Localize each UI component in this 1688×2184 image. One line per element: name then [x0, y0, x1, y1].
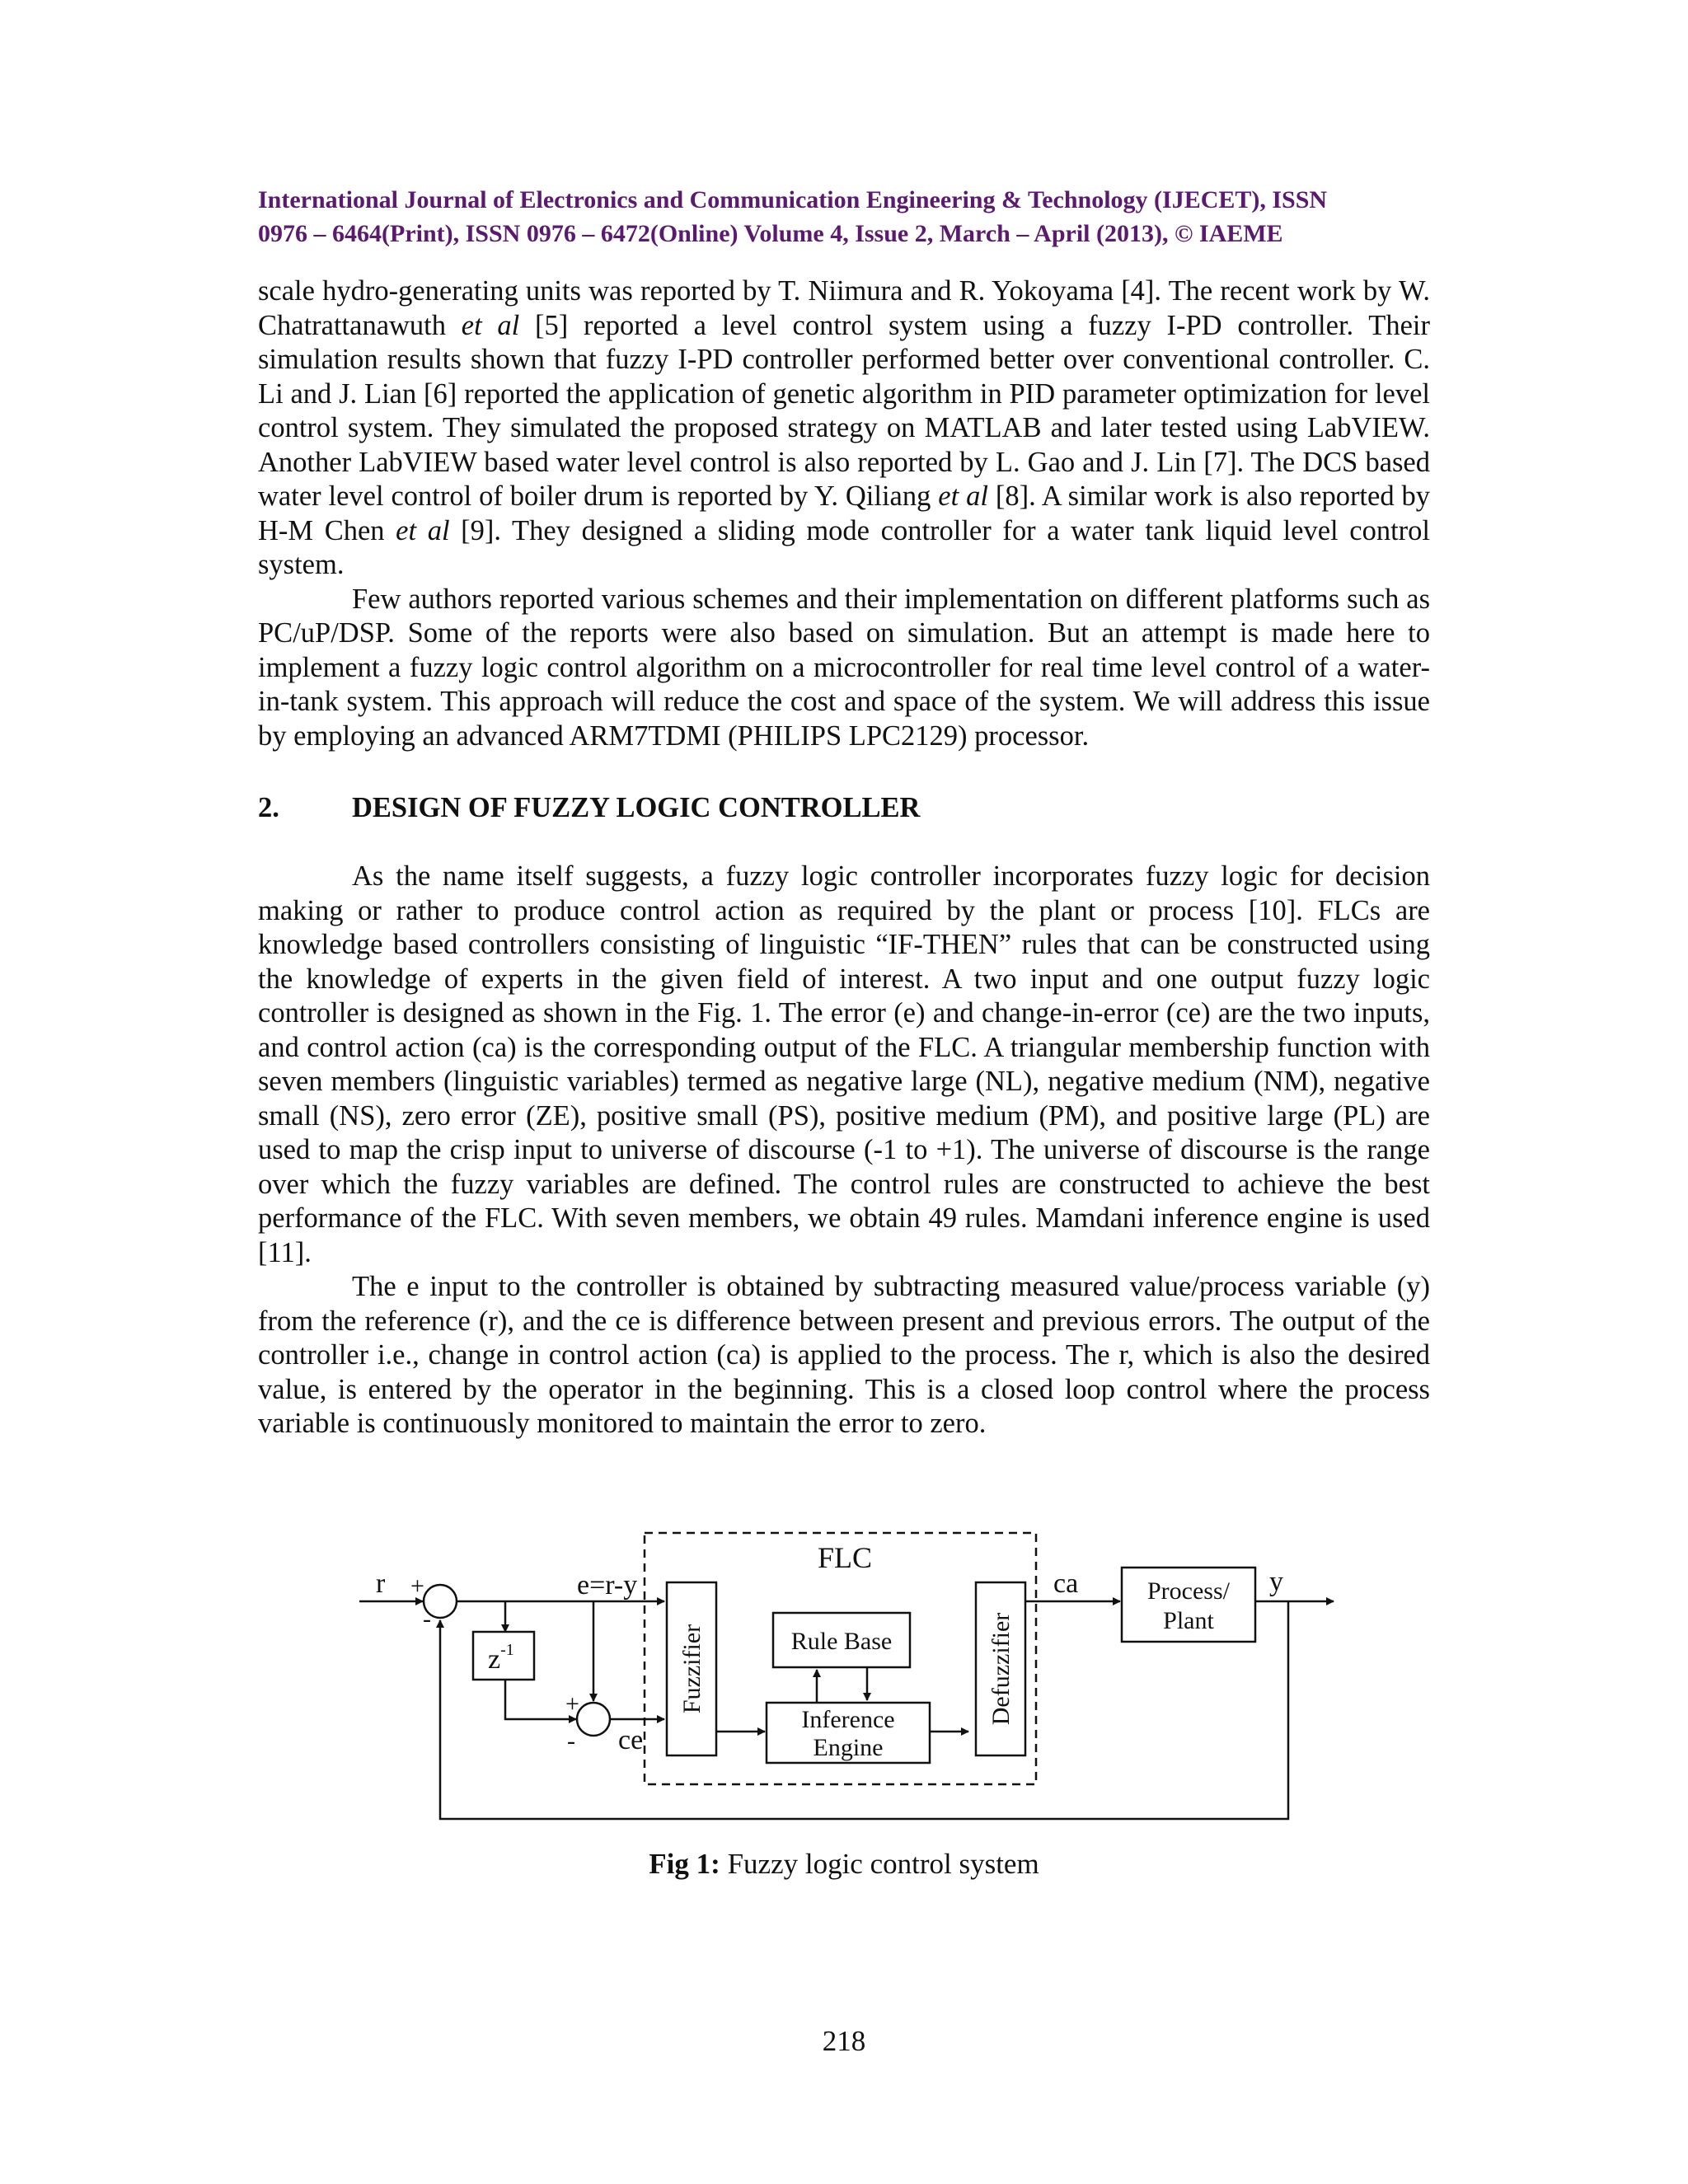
p1-italic-1: et al [461, 309, 520, 341]
block-diagram [346, 1516, 1343, 1830]
fuzzifier-label: Fuzzifier [678, 1624, 706, 1714]
section-number: 2. [258, 792, 279, 823]
section-heading [258, 791, 920, 825]
process-label-2: Plant [1163, 1607, 1214, 1634]
plus-sign-2: + [565, 1690, 579, 1718]
p1-italic-3: et al [396, 514, 450, 546]
ce-label: ce [618, 1725, 644, 1755]
error-label: e=r-y [577, 1570, 638, 1601]
header-line-1: International Journal of Electronics and Communication Engineering & Technology (IJECET), ISSN [258, 186, 1328, 213]
minus-sign-1: - [423, 1605, 431, 1633]
section-title: DESIGN OF FUZZY LOGIC CONTROLLER [352, 792, 921, 823]
delay-label: $z^{-1}$ [488, 1641, 514, 1675]
p1-text-2: [5] reported a level control system using a fuzzy I-PD controller. Their simulation results shown that fuzzy I-PD controller performed better over conventional controller. C. Li and J. Lian [6] reported the application of genetic algorithm in PID parameter optimization for level control system. They simulated the proposed strategy on MATLAB and later tested using LabVIEW. Another LabVIEW based water level control is also reported by L. Gao and J. Lin [7]. The DCS based water level control of boiler drum is reported by Y. Qiliang [258, 309, 1430, 512]
minus-sign-2: - [567, 1727, 575, 1755]
figure-caption [0, 1846, 1688, 1882]
paragraph-1 [258, 274, 1430, 583]
summing-junction-2 [577, 1703, 610, 1736]
inference-label-2: Engine [813, 1734, 884, 1761]
p1-italic-2: et al [938, 480, 988, 512]
paragraph-3: As the name itself suggests, a fuzzy logic controller incorporates fuzzy logic for decision making or rather to produce control action as required by the plant or process [10]. FLCs are knowledge based controllers consisting of linguistic “IF-THEN” rules that can be constructed using the knowledge of experts in the given field of interest. A two input and one output fuzzy logic controller is designed as shown in the Fig. 1. The error (e) and change-in-error (ce) are the two inputs, and control action (ca) is the corresponding output of the FLC. A triangular membership function with seven members (linguistic variables) termed as negative large (NL), negative medium (NM), negative small (NS), zero error (ZE), positive small (PS), positive medium (PM), and positive large (PL) are used to map the crisp input to universe of discourse (-1 to +1). The universe of discourse is the range over which the fuzzy variables are defined. The control rules are constructed to achieve the best performance of the FLC. With seven members, we obtain 49 rules. Mamdani inference engine is used [11]. [258, 860, 1430, 1268]
defuzzifier-label: Defuzzifier [987, 1612, 1015, 1726]
ca-label: ca [1053, 1568, 1079, 1599]
plus-sign-1: + [410, 1572, 424, 1600]
header-line-2: 0976 – 6464(Print), ISSN 0976 – 6472(Online) Volume 4, Issue 2, March – April (2013), © IAEME [258, 220, 1283, 247]
p1-text-4: [9]. They designed a sliding mode controller for a water tank liquid level control system. [258, 514, 1430, 580]
p1-text-3: [8]. A similar work is also reported by H-M Chen [258, 480, 1430, 546]
journal-header [258, 183, 1430, 251]
p1-text-1: scale hydro-generating units was reported by T. Niimura and R. Yokoyama [4]. The recent work by W. Chatrattanawuth [258, 275, 1430, 341]
page-number: 218 [822, 2025, 866, 2057]
caption-text: Fuzzy logic control system [720, 1848, 1039, 1880]
rule-base-label: Rule Base [790, 1628, 893, 1655]
r-label: r [376, 1568, 386, 1599]
y-label: y [1269, 1567, 1283, 1597]
flc-label: FLC [817, 1541, 873, 1574]
process-label-1: Process/ [1147, 1577, 1230, 1605]
paragraph-2: Few authors reported various schemes and their implementation on different platforms such as PC/uP/DSP. Some of the reports were also based on simulation. But an attempt is made here to implement a fuzzy logic control algorithm on a microcontroller for real time level control of a water-in-tank system. This approach will reduce the cost and space of the system. We will address this issue by employing an advanced ARM7TDMI (PHILIPS LPC2129) processor. [258, 583, 1430, 752]
section-body [258, 860, 1430, 1441]
paragraph-4: The e input to the controller is obtained by subtracting measured value/process variable (y) from the reference (r), and the ce is difference between present and previous errors. The output of the controller i.e., change in control action (ca) is applied to the process. The r, which is also the desired value, is entered by the operator in the beginning. This is a closed loop control where the process variable is continuously monitored to maintain the error to zero. [258, 1271, 1430, 1439]
inference-label-1: Inference [801, 1706, 895, 1733]
intro-continued [258, 274, 1430, 753]
caption-label: Fig 1: [649, 1848, 720, 1880]
